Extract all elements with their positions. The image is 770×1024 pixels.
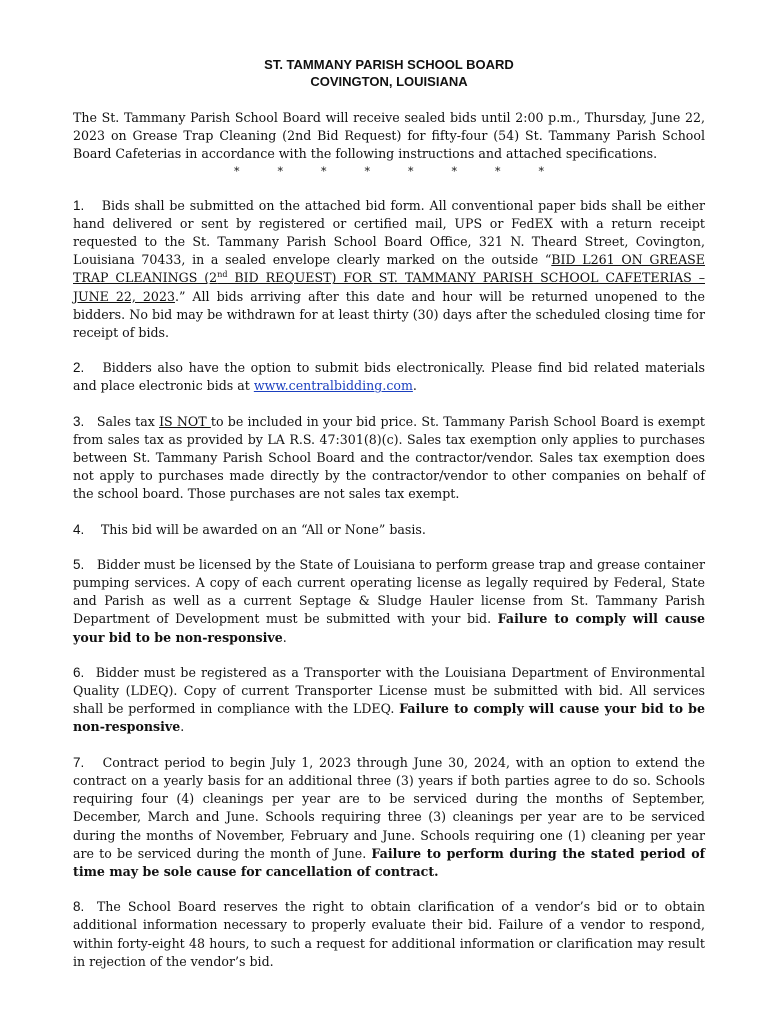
- item-text: Bidders also have the option to submit bids electronically. Please find bid related materials and place electronic bids at: [73, 360, 705, 394]
- item-text: Contract period to begin July 1, 2023 through June 30, 2024, with an option to extend the contract on a yearly basis for an additional three (3) years if both parties agree to do so. Schools requiring four (4) cleanings per year are to be serviced during the months of September, December, March and June. Schools requiring three (3) cleanings per year are to be serviced during the months of November, February and June. Schools requiring one (1) cleaning per year are to be serviced during the month of June.: [73, 754, 705, 861]
- separator-star: *: [451, 164, 457, 178]
- separator-star: *: [408, 164, 414, 178]
- item-number: 7.: [73, 754, 85, 770]
- header-location: COVINGTON, LOUISIANA: [310, 74, 468, 89]
- item-text: Bidder must be registered as a Transporter with the Louisiana Department of Environmental Quality (LDEQ). Copy of current Transporter License must be submitted with bid. All services shall be performed in compliance with the LDEQ.: [73, 664, 705, 717]
- separator-star: *: [538, 164, 544, 178]
- non-responsive-warning: Failure to comply will cause your bid to be non-responsive: [73, 611, 705, 645]
- separator-star: *: [234, 164, 240, 178]
- centralbidding-link[interactable]: www.centralbidding.com: [253, 378, 413, 394]
- document-page: [73, 56, 705, 971]
- item-8: [73, 898, 705, 971]
- item-text: The School Board reserves the right to obtain clarification of a vendor’s bid or to obtain additional information necessary to properly evaluate their bid. Failure of a vendor to respond, within forty-eight 48 hours, to such a request for additional information or clarification may result in rejection of the vendor’s bid.: [73, 899, 705, 969]
- item-number: 2.: [73, 360, 85, 376]
- cancellation-warning: Failure to perform during the stated period of time may be sole cause for cancellation of contract.: [73, 845, 706, 879]
- item-text: Bidder must be licensed by the State of Louisiana to perform grease trap and grease container pumping services. A copy of each current operating license as legally required by Federal, State and Parish as well as a current Septage & Sludge Hauler license from St. Tammany Parish Department of Development must be submitted with your bid.: [73, 556, 705, 627]
- item-number: 6.: [73, 664, 85, 680]
- is-not-underlined: IS NOT: [159, 413, 211, 429]
- item-1: [73, 197, 705, 343]
- item-5: 5. Bidder must be licensed by the State of Louisiana to perform grease trap and grease container pumping services. A copy of each current operating license as legally required by Federal, State and Parish as well as a current Septage & Sludge Hauler license from St. Tammany Parish Department of Development must be submitted with your bid. Failure to comply will cause your bid to be non-responsive.: [73, 556, 705, 645]
- item-6: 6. Bidder must be registered as a Transporter with the Louisiana Department of Environmental Quality (LDEQ). Copy of current Transporter License must be submitted with bid. All services shall be performed in compliance with the LDEQ. Failure to comply will cause your bid to be non-responsive.: [73, 664, 705, 735]
- header-org: ST. TAMMANY PARISH SCHOOL BOARD: [264, 57, 514, 72]
- item-text: This bid will be awarded on an “All or None” basis.: [100, 521, 426, 537]
- separator-star: *: [277, 164, 283, 178]
- item-text: .” All bids arriving after this date and hour will be returned unopened to the bidders. No bid may be withdrawn for at least thirty (30) days after the scheduled closing time for receipt of bids.: [73, 288, 705, 341]
- separator-star: *: [321, 164, 327, 178]
- item-text: Sales tax: [96, 413, 160, 429]
- item-4: [73, 521, 705, 539]
- item-number: 5.: [73, 556, 85, 572]
- item-number: 8.: [73, 899, 85, 915]
- item-number: 3.: [73, 413, 85, 429]
- item-text: to be included in your bid price. St. Tammany Parish School Board is exempt from sales tax as provided by LA R.S. 47:301(8)(c). Sales tax exemption only applies to purchases between St. Tammany Parish School Board and the contractor/vendor. Sales tax exemption does not apply to purchases made directly by the contractor/vendor to other companies on behalf of the school board. Those purchases are not sales tax exempt.: [73, 413, 705, 502]
- item-7: [73, 754, 705, 881]
- separator-star: *: [495, 164, 501, 178]
- document-header: [73, 56, 705, 90]
- item-3: [73, 413, 705, 504]
- item-text: Bids shall be submitted on the attached bid form. All conventional paper bids shall be either hand delivered or sent by registered or certified mail, UPS or FedEX with a return receipt requested to the St. Tammany Parish School Board Office, 321 N. Theard Street, Covington, Louisiana 70433, in a sealed envelope clearly marked on the outside “: [73, 197, 705, 268]
- bid-label-underlined: BID L261 ON GREASE TRAP CLEANINGS (2nd BID REQUEST) FOR ST. TAMMANY PARISH SCHOOL CAFETERIAS – JUNE 22, 2023: [73, 252, 705, 304]
- item-number: 1.: [73, 197, 85, 213]
- item-number: 4.: [73, 521, 85, 537]
- intro-paragraph: The St. Tammany Parish School Board will receive sealed bids until 2:00 p.m., Thursday, June 22, 2023 on Grease Trap Cleaning (2nd Bid Request) for fifty-four (54) St. Tammany Parish School Board Cafeterias in accordance with the following instructions and attached specifications.: [73, 110, 705, 162]
- non-responsive-warning: Failure to comply will cause your bid to be non-responsive: [73, 701, 705, 735]
- separator-stars: [73, 166, 705, 178]
- item-2: 2. Bidders also have the option to submit bids electronically. Please find bid related materials and place electronic bids at www.centralbidding.com.: [73, 360, 705, 394]
- separator-star: *: [364, 164, 370, 178]
